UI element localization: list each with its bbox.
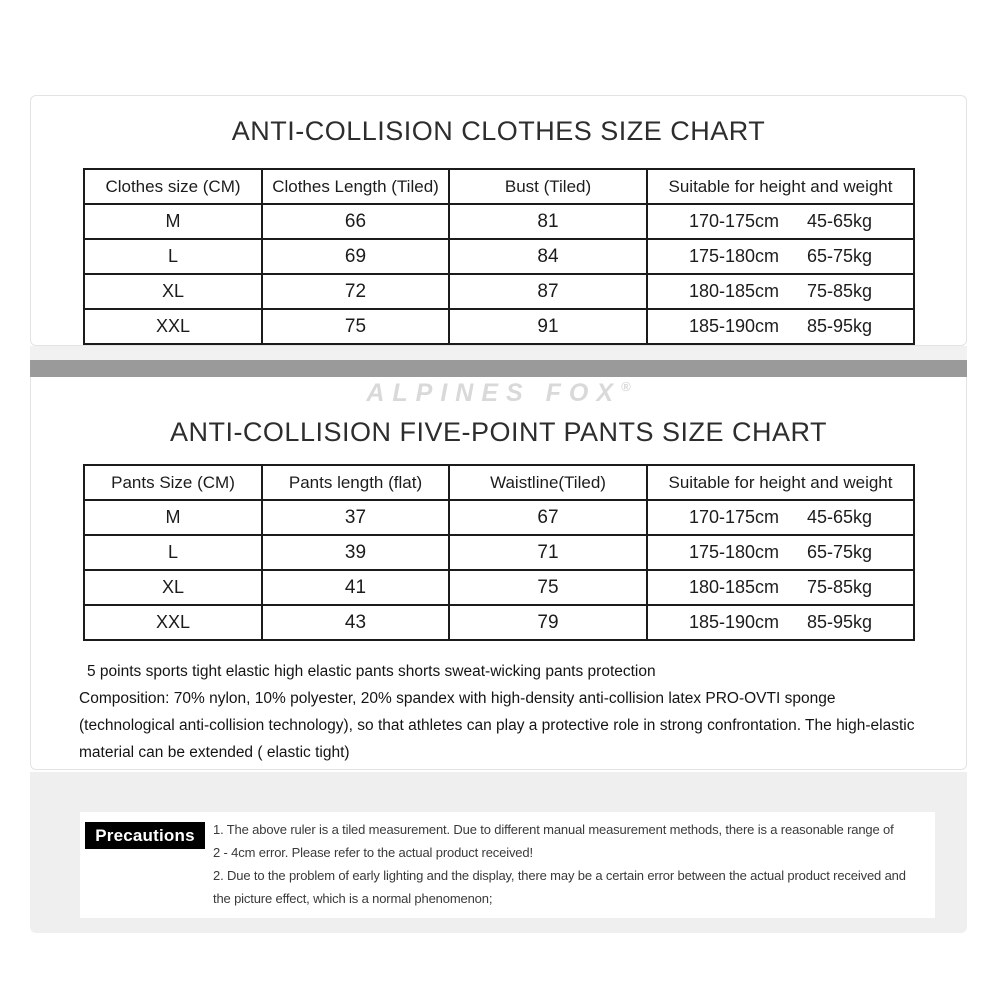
height-range: 170-175cm <box>688 507 779 527</box>
weight-range: 65-75kg <box>807 542 873 562</box>
cell-bust: 81 <box>449 204 647 239</box>
header-clothes-length: Clothes Length (Tiled) <box>262 169 449 204</box>
height-range: 170-175cm <box>688 211 779 231</box>
brand-watermark <box>31 379 966 408</box>
precautions-label: Precautions <box>85 822 205 849</box>
height-range: 180-185cm <box>688 577 779 597</box>
table-row <box>84 309 914 344</box>
product-description <box>79 658 964 766</box>
cell-bust: 84 <box>449 239 647 274</box>
pants-chart-panel <box>30 377 967 770</box>
precautions-text <box>213 818 928 910</box>
header-clothes-size: Clothes size (CM) <box>84 169 262 204</box>
cell-waist: 75 <box>449 570 647 605</box>
header-suitable-height-weight: Suitable for height and weight <box>647 169 914 204</box>
header-waistline: Waistline(Tiled) <box>449 465 647 500</box>
registered-trademark-mark: ® <box>621 379 631 394</box>
header-suitable-height-weight: Suitable for height and weight <box>647 465 914 500</box>
panel-gap-strip <box>30 346 967 360</box>
divider-bar <box>30 360 967 377</box>
cell-size: XXL <box>84 309 262 344</box>
cell-size: M <box>84 204 262 239</box>
cell-size: L <box>84 239 262 274</box>
weight-range: 75-85kg <box>807 577 873 597</box>
cell-height-weight <box>647 239 914 274</box>
table-row <box>84 570 914 605</box>
cell-length: 43 <box>262 605 449 640</box>
clothes-chart-title: ANTI-COLLISION CLOTHES SIZE CHART <box>231 116 766 146</box>
cell-height-weight <box>647 500 914 535</box>
cell-bust: 91 <box>449 309 647 344</box>
clothes-table-header-row <box>84 169 914 204</box>
cell-size: M <box>84 500 262 535</box>
brand-name: ALPINES FOX <box>366 379 622 407</box>
table-row <box>84 239 914 274</box>
height-range: 185-190cm <box>688 612 779 632</box>
cell-length: 69 <box>262 239 449 274</box>
cell-height-weight <box>647 570 914 605</box>
cell-size: XL <box>84 274 262 309</box>
precautions-section <box>30 772 967 933</box>
cell-size: XXL <box>84 605 262 640</box>
clothes-size-table <box>83 168 915 345</box>
weight-range: 45-65kg <box>807 211 873 231</box>
cell-height-weight <box>647 605 914 640</box>
table-row <box>84 605 914 640</box>
cell-height-weight <box>647 274 914 309</box>
description-line: material can be extended ( elastic tight) <box>79 744 350 761</box>
precaution-line: 1. The above ruler is a tiled measurement. Due to different manual measurement methods, there is a reasonable range of <box>213 822 894 837</box>
precaution-line: 2 - 4cm error. Please refer to the actual product received! <box>213 845 533 860</box>
description-line: Composition: 70% nylon, 10% polyester, 20% spandex with high-density anti-collision latex PRO-OVTI sponge <box>79 690 836 707</box>
cell-waist: 71 <box>449 535 647 570</box>
header-pants-size: Pants Size (CM) <box>84 465 262 500</box>
cell-length: 75 <box>262 309 449 344</box>
weight-range: 65-75kg <box>807 246 873 266</box>
header-bust: Bust (Tiled) <box>449 169 647 204</box>
precautions-box <box>80 812 935 918</box>
header-pants-length: Pants length (flat) <box>262 465 449 500</box>
description-line: (technological anti-collision technology), so that athletes can play a protective role in strong confrontation. The high-elastic <box>79 717 915 734</box>
precaution-line: the picture effect, which is a normal phenomenon; <box>213 891 493 906</box>
cell-waist: 79 <box>449 605 647 640</box>
table-row <box>84 274 914 309</box>
cell-size: XL <box>84 570 262 605</box>
pants-size-table <box>83 464 915 641</box>
cell-height-weight <box>647 309 914 344</box>
description-line: 5 points sports tight elastic high elastic pants shorts sweat-wicking pants protection <box>87 663 656 680</box>
pants-chart-title: ANTI-COLLISION FIVE-POINT PANTS SIZE CHART <box>169 417 828 447</box>
pants-table-header-row <box>84 465 914 500</box>
cell-height-weight <box>647 535 914 570</box>
cell-height-weight <box>647 204 914 239</box>
table-row <box>84 204 914 239</box>
weight-range: 85-95kg <box>807 612 873 632</box>
cell-length: 66 <box>262 204 449 239</box>
clothes-chart-panel <box>30 95 967 346</box>
cell-size: L <box>84 535 262 570</box>
cell-bust: 87 <box>449 274 647 309</box>
cell-length: 39 <box>262 535 449 570</box>
cell-length: 41 <box>262 570 449 605</box>
height-range: 175-180cm <box>688 246 779 266</box>
table-row <box>84 535 914 570</box>
weight-range: 85-95kg <box>807 316 873 336</box>
height-range: 185-190cm <box>688 316 779 336</box>
table-row <box>84 500 914 535</box>
weight-range: 75-85kg <box>807 281 873 301</box>
cell-waist: 67 <box>449 500 647 535</box>
precaution-line: 2. Due to the problem of early lighting and the display, there may be a certain error between the actual product received and <box>213 868 906 883</box>
height-range: 175-180cm <box>688 542 779 562</box>
height-range: 180-185cm <box>688 281 779 301</box>
cell-length: 37 <box>262 500 449 535</box>
cell-length: 72 <box>262 274 449 309</box>
weight-range: 45-65kg <box>807 507 873 527</box>
